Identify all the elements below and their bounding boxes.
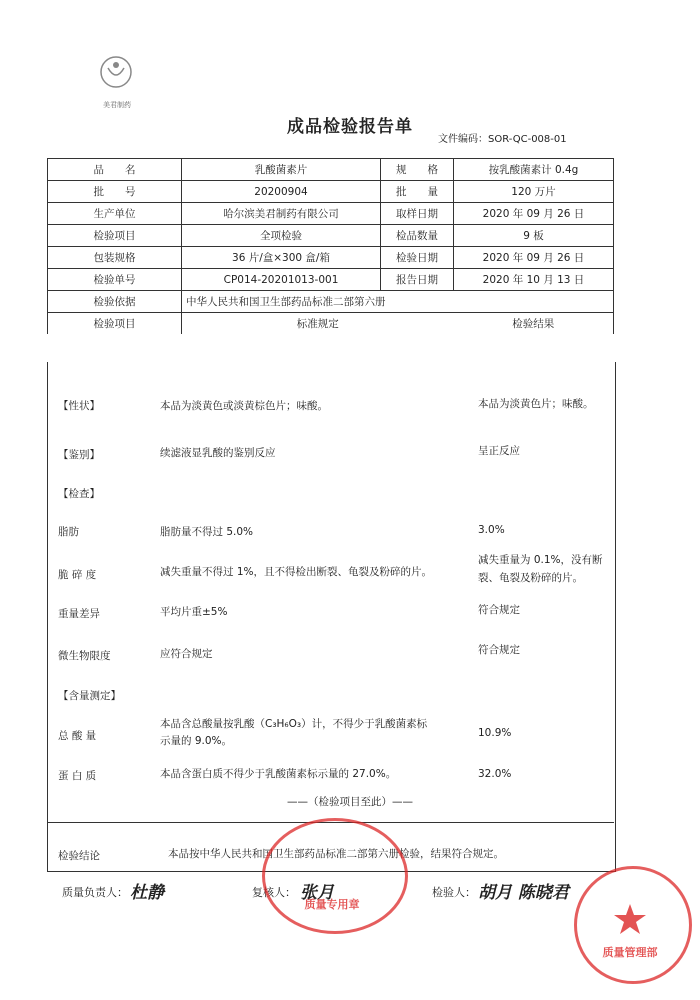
seal-star-icon [612, 902, 648, 938]
header-value: 36 片/盒×300 盒/箱 [182, 247, 381, 269]
conclusion-label: 检验结论 [58, 850, 100, 862]
micro-name: 微生物限度 [58, 650, 111, 662]
fat-name: 脂肪 [58, 526, 79, 538]
quality-seal-stamp [262, 818, 408, 934]
fat-standard: 脂肪量不得过 5.0% [160, 526, 254, 538]
page-title: 成品检验报告单 [287, 117, 413, 137]
acid-result: 10.9% [478, 727, 512, 739]
header-value: 全项检验 [182, 225, 381, 247]
review-label: 复核人： [252, 886, 296, 899]
jianbie-result: 呈正反应 [478, 445, 520, 457]
col-result-header: 检验结果 [454, 313, 614, 335]
header-row [48, 225, 614, 247]
cuisui-result-line2: 裂、龟裂及粉碎的片。 [478, 572, 583, 584]
protein-standard: 本品含蛋白质不得少于乳酸菌素标示量的 27.0%。 [160, 768, 397, 780]
header-row [48, 247, 614, 269]
acid-standard-line2: 示量的 9.0%。 [160, 735, 233, 747]
acid-name: 总 酸 量 [58, 730, 97, 742]
basis-value: 中华人民共和国卫生部药品标准二部第六册 [182, 291, 614, 313]
cuisui-standard: 减失重量不得过 1%，且不得检出断裂、龟裂及粉碎的片。 [160, 566, 432, 578]
header-label-2: 批 量 [381, 181, 454, 203]
header-label: 检验单号 [48, 269, 182, 291]
header-value-2: 按乳酸菌素计 0.4g [454, 159, 614, 181]
conclusion-text: 本品按中华人民共和国卫生部药品标准二部第六册检验，结果符合规定。 [168, 848, 504, 860]
section-xingzhuang: 【性状】 [58, 400, 100, 412]
header-value-2: 2020 年 09 月 26 日 [454, 203, 614, 225]
header-label: 包装规格 [48, 247, 182, 269]
end-note: ——（检验项目至此）—— [287, 796, 413, 808]
weight-result: 符合规定 [478, 604, 520, 616]
weight-standard: 平均片重±5% [160, 606, 228, 618]
department-seal-text: 质量管理部 [602, 946, 658, 959]
micro-standard: 应符合规定 [160, 648, 213, 660]
header-value: CP014-20201013-001 [182, 269, 381, 291]
fat-result: 3.0% [478, 524, 505, 536]
header-label: 生产单位 [48, 203, 182, 225]
header-label-2: 取样日期 [381, 203, 454, 225]
micro-result: 符合规定 [478, 644, 520, 656]
section-hanliang: 【含量测定】 [58, 690, 121, 702]
header-label: 检验项目 [48, 225, 182, 247]
inspector-label: 检验人： [432, 886, 476, 899]
header-value-2: 2020 年 10 月 13 日 [454, 269, 614, 291]
weight-name: 重量差异 [58, 608, 100, 620]
col-standard-header: 标准规定 [182, 313, 454, 335]
header-row [48, 181, 614, 203]
document-number: 文件编码：SOR-QC-008-01 [438, 134, 567, 145]
header-table [47, 158, 614, 334]
inspector-signature: 胡月 陈晓君 [478, 883, 569, 903]
qa-label: 质量负责人： [62, 886, 128, 899]
header-value-2: 9 板 [454, 225, 614, 247]
header-row [48, 269, 614, 291]
header-label: 品 名 [48, 159, 182, 181]
review-signature: 张月 [300, 883, 334, 903]
xingzhuang-standard: 本品为淡黄色或淡黄棕色片；味酸。 [160, 400, 328, 412]
protein-name: 蛋 白 质 [58, 770, 97, 782]
header-value: 乳酸菌素片 [182, 159, 381, 181]
protein-result: 32.0% [478, 768, 512, 780]
header-value-2: 2020 年 09 月 26 日 [454, 247, 614, 269]
xingzhuang-result: 本品为淡黄色片；味酸。 [478, 398, 594, 410]
header-value: 20200904 [182, 181, 381, 203]
company-logo-icon [96, 52, 136, 104]
header-value: 哈尔滨美君制药有限公司 [182, 203, 381, 225]
acid-standard-line1: 本品含总酸量按乳酸（C₃H₆O₃）计，不得少于乳酸菌素标 [160, 718, 428, 730]
basis-label: 检验依据 [48, 291, 182, 313]
cuisui-name: 脆 碎 度 [58, 569, 97, 581]
qa-signature: 杜静 [130, 883, 164, 903]
col-item-header: 检验项目 [48, 313, 182, 335]
header-label: 批 号 [48, 181, 182, 203]
section-jianbie: 【鉴别】 [58, 449, 100, 461]
header-label-2: 规 格 [381, 159, 454, 181]
cuisui-result-line1: 减失重量为 0.1%，没有断 [478, 554, 603, 566]
header-value-2: 120 万片 [454, 181, 614, 203]
header-label-2: 报告日期 [381, 269, 454, 291]
header-label-2: 检验日期 [381, 247, 454, 269]
jianbie-standard: 续滤液显乳酸的鉴别反应 [160, 447, 276, 459]
column-header-row [48, 313, 614, 335]
quality-seal-text: 质量专用章 [304, 898, 360, 911]
header-row [48, 203, 614, 225]
section-jiancha: 【检查】 [58, 488, 100, 500]
header-label-2: 检品数量 [381, 225, 454, 247]
basis-row [48, 291, 614, 313]
header-row [48, 159, 614, 181]
logo-text: 美君制药 [103, 101, 131, 109]
